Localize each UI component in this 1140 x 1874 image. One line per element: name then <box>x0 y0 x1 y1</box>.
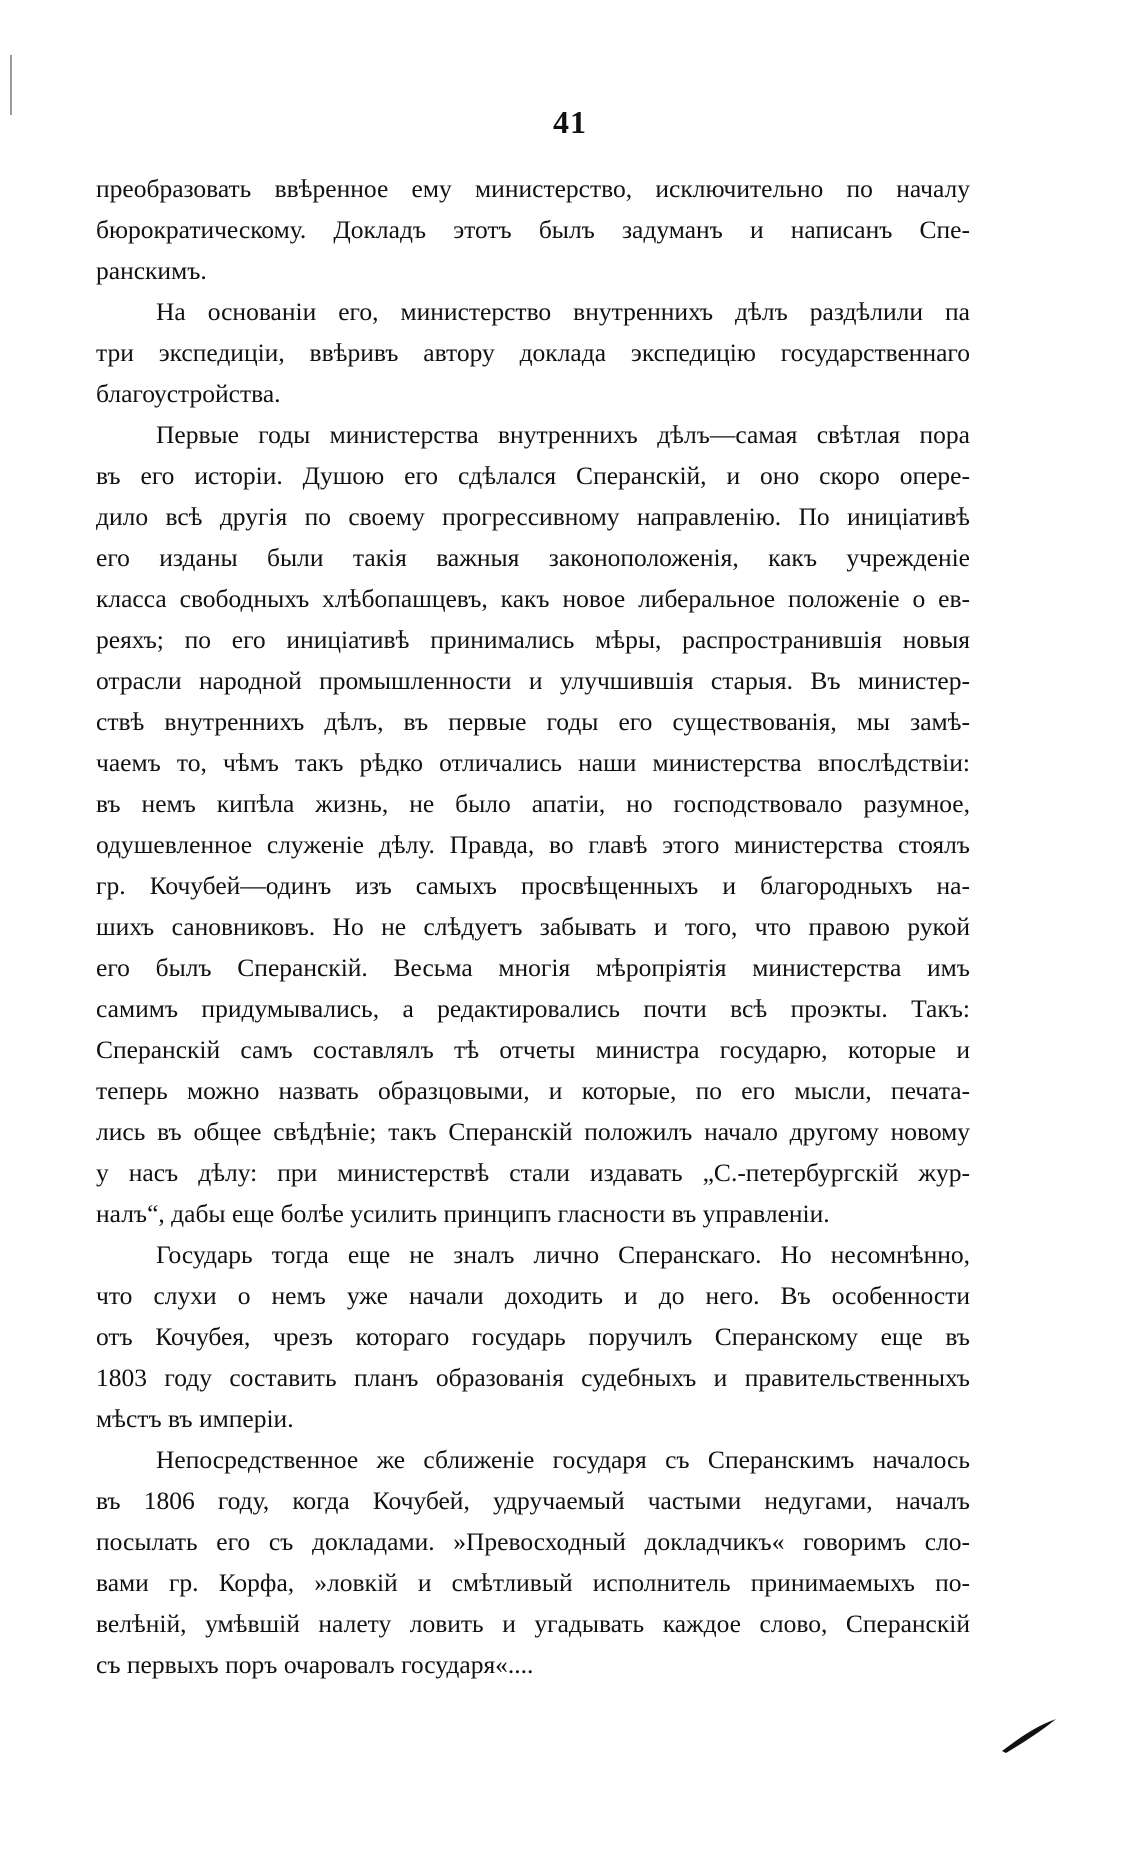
text-line: самимъ придумывались, а редактировались почти всѣ проэкты. Такъ: <box>96 994 970 1023</box>
text-line: чаемъ то, чѣмъ такъ рѣдко отличались наши министерства впослѣдствіи: <box>96 748 970 777</box>
paragraph <box>96 291 970 414</box>
text-line: его былъ Сперанскій. Весьма многія мѣропріятія министерства имъ <box>96 953 970 982</box>
text-line: велѣній, умѣвшій налету ловить и угадывать каждое слово, Сперанскій <box>96 1609 970 1638</box>
body-text <box>96 168 970 1685</box>
text-line: три экспедиціи, ввѣривъ автору доклада экспедицію государственнаго <box>96 338 970 367</box>
text-line: Первые годы министерства внутреннихъ дѣлъ—самая свѣтлая пора <box>156 420 970 449</box>
text-line: шихъ сановниковъ. Но не слѣдуетъ забывать и того, что правою рукой <box>96 912 970 941</box>
text-line: Государь тогда еще не зналъ лично Сперанскаго. Но несомнѣнно, <box>156 1240 970 1269</box>
text-line: одушевленное служеніе дѣлу. Правда, во главѣ этого министерства стоялъ <box>96 830 970 859</box>
text-line: Сперанскій самъ составлялъ тѣ отчеты министра государю, которые и <box>96 1035 970 1064</box>
text-line: На основаніи его, министерство внутреннихъ дѣлъ раздѣлили па <box>156 297 970 326</box>
text-line: налъ“, дабы еще болѣе усилить принципъ гласности въ управленіи. <box>96 1199 830 1228</box>
text-line: 1803 году составить планъ образованія судебныхъ и правительственныхъ <box>96 1363 970 1392</box>
text-line: отрасли народной промышленности и улучшившія старыя. Въ министер- <box>96 666 970 695</box>
text-line: что слухи о немъ уже начали доходить и до него. Въ особенности <box>96 1281 970 1310</box>
text-line: реяхъ; по его иниціативѣ принимались мѣры, распространившія новыя <box>96 625 970 654</box>
paragraph <box>96 1439 970 1685</box>
text-line: въ его исторіи. Душою его сдѣлался Сперанскій, и оно скоро опере- <box>96 461 970 490</box>
text-line: гр. Кочубей—одинъ изъ самыхъ просвѣщенныхъ и благородныхъ на- <box>96 871 970 900</box>
text-line: у насъ дѣлу: при министерствѣ стали издавать „С.-петербургскій жур- <box>96 1158 970 1187</box>
text-line: Непосредственное же сближеніе государя съ Сперанскимъ началось <box>156 1445 970 1474</box>
text-line: ранскимъ. <box>96 256 207 285</box>
text-line: его изданы были такія важныя законоположенія, какъ учрежденіе <box>96 543 970 572</box>
paragraph <box>96 168 970 291</box>
text-line: лись въ общее свѣдѣніе; такъ Сперанскій положилъ начало другому новому <box>96 1117 970 1146</box>
text-line: дило всѣ другія по своему прогрессивному направленію. По иниціативѣ <box>96 502 970 531</box>
text-line: ствѣ внутреннихъ дѣлъ, въ первые годы его существованія, мы замѣ- <box>96 707 970 736</box>
text-line: въ немъ кипѣла жизнь, не было апатіи, но господствовало разумное, <box>96 789 970 818</box>
paragraph <box>96 1234 970 1439</box>
paragraph <box>96 414 970 1234</box>
text-line: отъ Кочубея, чрезъ котораго государь поручилъ Сперанскому еще въ <box>96 1322 970 1351</box>
text-line: мѣстъ въ имперіи. <box>96 1404 294 1433</box>
text-line: благоустройства. <box>96 379 281 408</box>
pen-stroke-mark <box>1000 1715 1060 1755</box>
page-number: 41 <box>553 104 587 140</box>
text-line: бюрократическому. Докладъ этотъ былъ задуманъ и написанъ Спе- <box>96 215 970 244</box>
text-line: посылать его съ докладами. »Превосходный докладчикъ« говоримъ сло- <box>96 1527 970 1556</box>
text-line: теперь можно назвать образцовыми, и которые, по его мысли, печата- <box>96 1076 970 1105</box>
text-line: вами гр. Корфа, »ловкій и смѣтливый исполнитель принимаемыхъ по- <box>96 1568 970 1597</box>
text-line: преобразовать ввѣренное ему министерство, исключительно по началу <box>96 174 970 203</box>
text-line: съ первыхъ поръ очаровалъ государя«.... <box>96 1650 534 1679</box>
text-line: въ 1806 году, когда Кочубей, удручаемый частыми недугами, началъ <box>96 1486 970 1515</box>
text-line: класса свободныхъ хлѣбопашцевъ, какъ новое либеральное положеніе о ев- <box>96 584 970 613</box>
